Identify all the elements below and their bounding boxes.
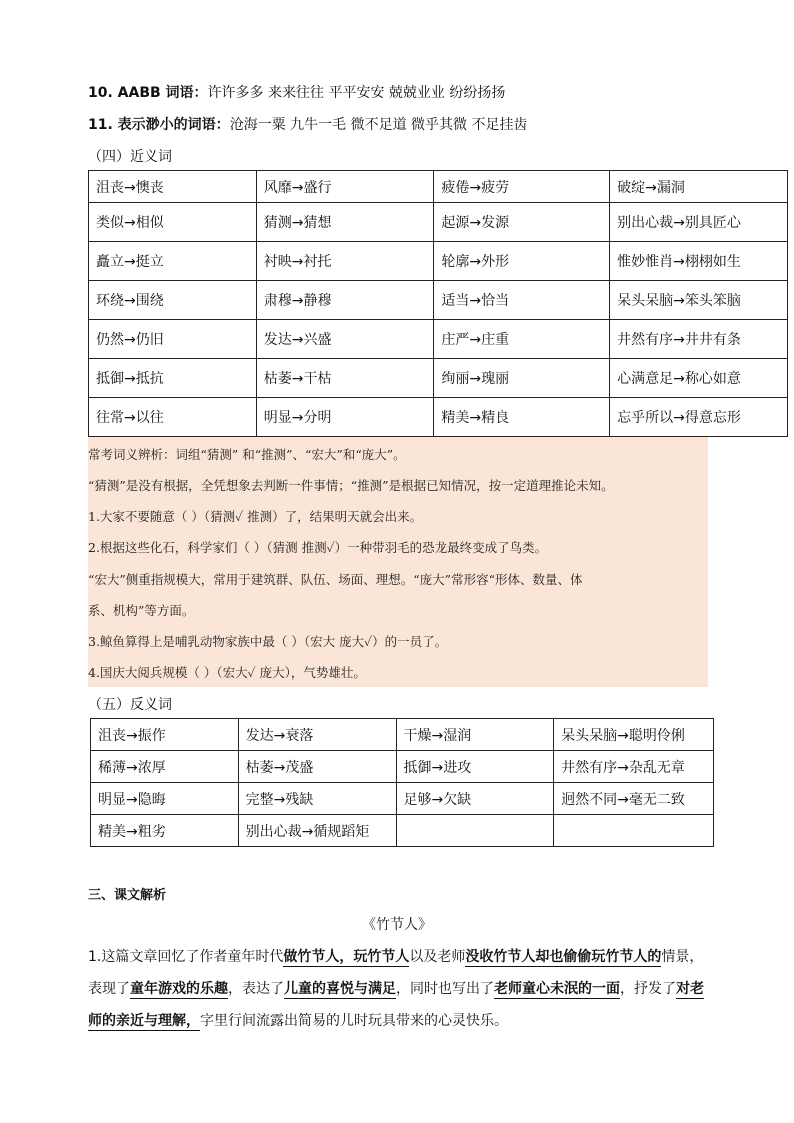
analysis-line-1: [88, 946, 703, 966]
table-cell: 抵御→进攻: [396, 751, 554, 783]
table-cell: 枯萎→干枯: [256, 359, 434, 398]
table-cell: 呆头呆脑→聪明伶俐: [554, 719, 714, 751]
table-cell: 别出心裁→循规蹈矩: [238, 815, 396, 847]
text-span: ，抒发了: [620, 981, 676, 997]
table-cell: 井然有序→井井有条: [610, 320, 788, 359]
table-cell: 足够→欠缺: [396, 783, 554, 815]
table-cell: 轮廓→外形: [434, 242, 610, 281]
analysis-line-2: [88, 978, 704, 998]
table-row: [89, 359, 788, 398]
text-span: 字里行间流露出简易的儿时玩具带来的心灵快乐。: [200, 1013, 508, 1029]
table-row: [91, 815, 714, 847]
note-line: 系、机构”等方面。: [88, 603, 195, 618]
antonyms-table: [90, 718, 714, 847]
key-phrase: 儿童的喜悦与满足: [284, 981, 396, 997]
table-cell: 井然有序→杂乱无章: [554, 751, 714, 783]
table-cell: 类似→相似: [89, 203, 257, 242]
table-cell: 完整→残缺: [238, 783, 396, 815]
table-cell: 忘乎所以→得意忘形: [610, 398, 788, 437]
table-cell: 心满意足→称心如意: [610, 359, 788, 398]
table-row: [89, 320, 788, 359]
note-line: 2.根据这些化石，科学家们（ ）（猜测 推测✓）一种带羽毛的恐龙最终变成了鸟类。: [88, 540, 548, 555]
table-cell: 绚丽→瑰丽: [434, 359, 610, 398]
table-row: [89, 242, 788, 281]
table-cell: 沮丧→振作: [91, 719, 239, 751]
text-span: ，同时也写出了: [396, 981, 494, 997]
table-cell: 迥然不同→毫无二致: [554, 783, 714, 815]
text-span: 表现了: [88, 981, 130, 997]
key-phrase: 没收竹节人却也偷偷玩竹节人的: [465, 949, 662, 965]
table-cell: [554, 815, 714, 847]
note-line: “猜测”是没有根据，全凭想象去判断一件事情；“推测”是根据已知情况，按一定道理推论未知。: [88, 478, 614, 493]
synonyms-table: [88, 170, 788, 437]
table-cell: 疲倦→疲劳: [434, 171, 610, 203]
table-row: [91, 783, 714, 815]
item-10-label: 10. AABB 词语：: [88, 85, 208, 101]
synonyms-heading: （四）近义词: [88, 149, 172, 165]
key-phrase: 对老: [676, 981, 704, 997]
item-11-label: 11. 表示渺小的词语：: [88, 117, 230, 133]
table-cell: 呆头呆脑→笨头笨脑: [610, 281, 788, 320]
table-cell: [396, 815, 554, 847]
table-cell: 破绽→漏洞: [610, 171, 788, 203]
table-cell: 别出心裁→别具匠心: [610, 203, 788, 242]
table-cell: 适当→恰当: [434, 281, 610, 320]
table-row: [91, 751, 714, 783]
section-heading: 三、课文解析: [88, 888, 167, 903]
table-cell: 枯萎→茂盛: [238, 751, 396, 783]
table-cell: 衬映→衬托: [256, 242, 434, 281]
table-cell: 风靡→盛行: [256, 171, 434, 203]
table-cell: 矗立→挺立: [89, 242, 257, 281]
table-row: [89, 203, 788, 242]
table-cell: 抵御→抵抗: [89, 359, 257, 398]
table-cell: 发达→衰落: [238, 719, 396, 751]
table-cell: 明显→隐晦: [91, 783, 239, 815]
key-phrase: 师的亲近与理解，: [88, 1013, 200, 1029]
table-cell: 仍然→仍旧: [89, 320, 257, 359]
item-11-text: 沧海一粟 九牛一毛 微不足道 微乎其微 不足挂齿: [229, 117, 528, 133]
text-span: 情景，: [661, 949, 704, 965]
table-cell: 往常→以往: [89, 398, 257, 437]
table-cell: 庄严→庄重: [434, 320, 610, 359]
table-row: [89, 171, 788, 203]
lesson-title: 《竹节人》: [362, 917, 432, 933]
table-cell: 环绕→围绕: [89, 281, 257, 320]
note-line: 3.鲸鱼算得上是哺乳动物家族中最（ ）（宏大 庞大✓）的一员了。: [88, 634, 448, 649]
item-10-text: 许许多多 来来往往 平平安安 兢兢业业 纷纷扬扬: [207, 85, 506, 101]
table-cell: 猜测→猜想: [256, 203, 434, 242]
table-row: [89, 281, 788, 320]
table-cell: 明显→分明: [256, 398, 434, 437]
table-row: [91, 719, 714, 751]
text-span: ，表达了: [228, 981, 284, 997]
key-phrase: 童年游戏的乐趣: [130, 981, 228, 997]
table-cell: 沮丧→懊丧: [89, 171, 257, 203]
table-cell: 起源→发源: [434, 203, 610, 242]
table-cell: 发达→兴盛: [256, 320, 434, 359]
antonyms-heading: （五）反义词: [88, 697, 172, 713]
text-span: 1.这篇文章回忆了作者童年时代: [88, 949, 284, 965]
key-phrase: 老师童心未泯的一面: [494, 981, 620, 997]
table-cell: 稀薄→浓厚: [91, 751, 239, 783]
table-row: [89, 398, 788, 437]
note-line: 1.大家不要随意（ ）（猜测✓ 推测）了，结果明天就会出来。: [88, 509, 423, 524]
table-cell: 精美→粗劣: [91, 815, 239, 847]
text-span: 以及老师: [409, 949, 466, 965]
table-cell: 干燥→湿润: [396, 719, 554, 751]
note-line: “宏大”侧重指规模大，常用于建筑群、队伍、场面、理想。“庞大”常形容“形体、数量、体: [88, 572, 583, 587]
note-line: 4.国庆大阅兵规模（ ）（宏大✓ 庞大），气势雄壮。: [88, 665, 366, 680]
table-cell: 精美→精良: [434, 398, 610, 437]
item-10: [88, 82, 505, 102]
analysis-line-3: [88, 1010, 508, 1030]
note-line: 常考词义辨析：词组“猜测” 和“推测”、“宏大”和“庞大”。: [88, 447, 406, 462]
item-11: [88, 114, 528, 134]
table-cell: 肃穆→静穆: [256, 281, 434, 320]
key-phrase: 做竹节人，玩竹节人: [283, 949, 410, 965]
word-analysis-note: [88, 437, 708, 687]
table-cell: 惟妙惟肖→栩栩如生: [610, 242, 788, 281]
